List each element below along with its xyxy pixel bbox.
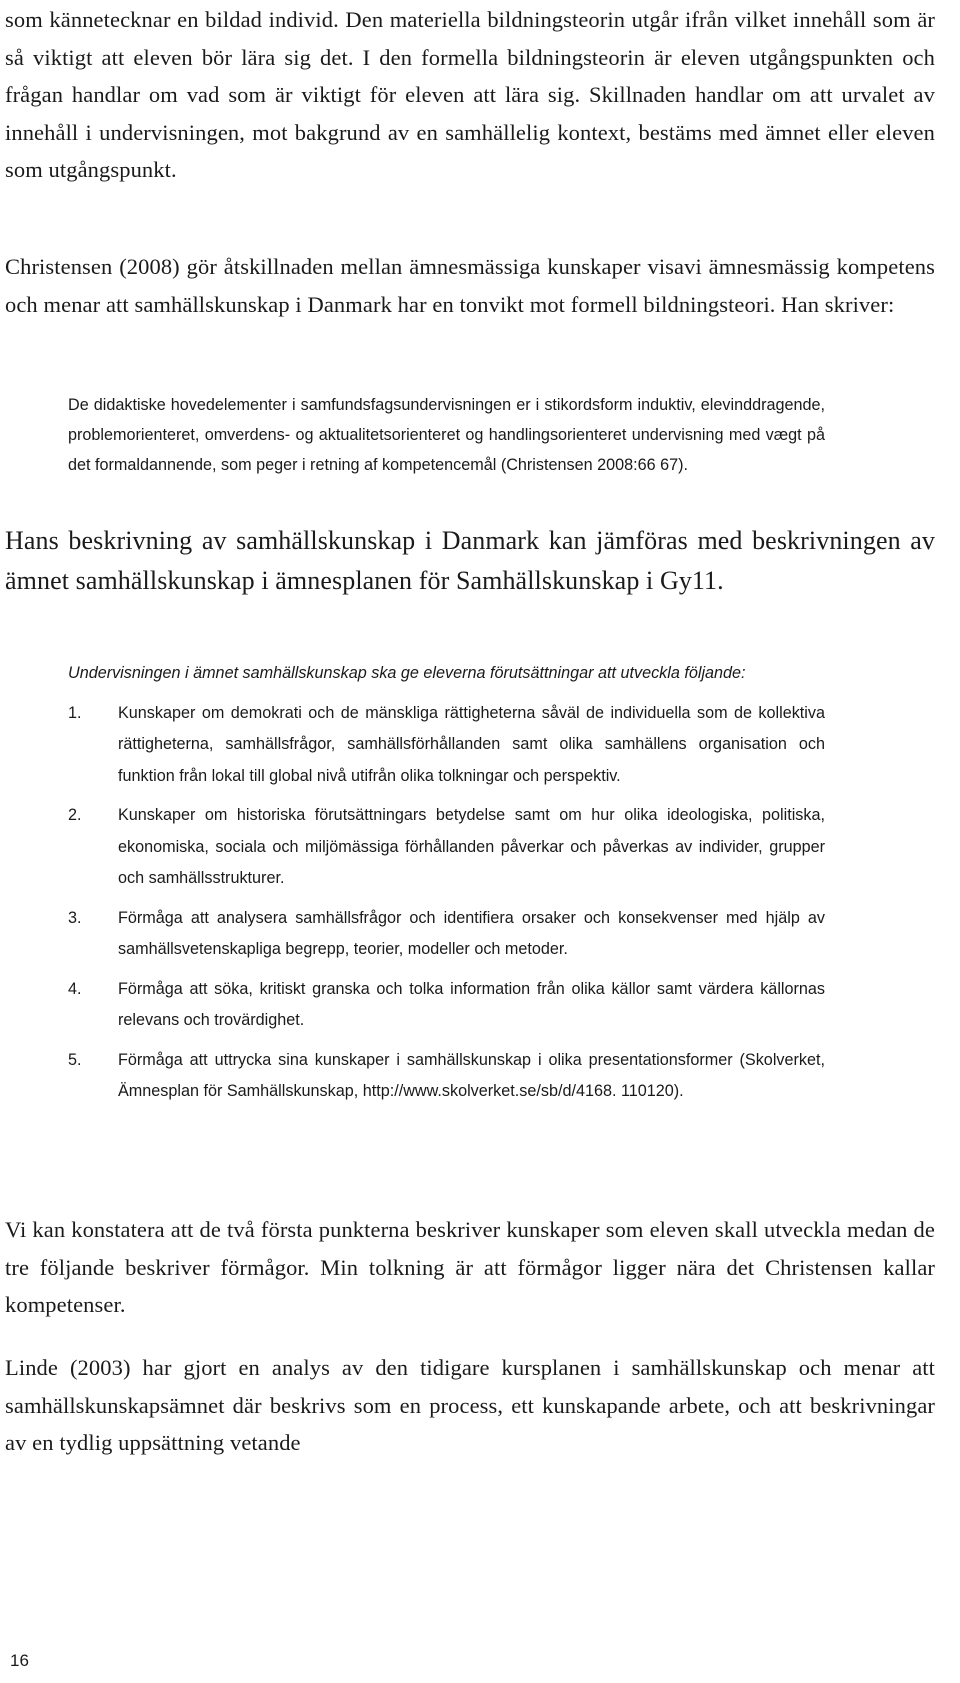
- list-text: Kunskaper om demokrati och de mänskliga rättigheterna såväl de individuella som de kollektiva rättigheterna, samhällsfrågor, samhällsförhållanden samt olika samhällens organisation och funktion från lokal till global nivå utifrån olika tolkningar och perspektiv.: [118, 703, 825, 785]
- paragraph-jamforelse: Hans beskrivning av samhällskunskap i Danmark kan jämföras med beskrivningen av ämnet samhällskunskap i ämnesplanen för Samhällskunskap i Gy11.: [5, 526, 935, 595]
- list-number: 1.: [68, 703, 82, 722]
- goals-list: [68, 698, 825, 1108]
- list-text: Förmåga att analysera samhällsfrågor och identifiera orsaker och konsekvenser med hjälp av samhällsvetenskapliga begrepp, teorier, modeller och metoder.: [118, 908, 825, 958]
- block-quote-amnesplan: [5, 658, 825, 1116]
- list-number: 3.: [68, 908, 82, 927]
- list-item: [68, 1045, 825, 1108]
- list-item: [68, 974, 825, 1037]
- list-item: [68, 698, 825, 793]
- page-number: 16: [10, 1651, 29, 1670]
- paragraph-christensen: Christensen (2008) gör åtskillnaden mellan ämnesmässiga kunskaper visavi ämnesmässig kompetens och menar att samhällskunskap i Danmark har en tonvikt mot formell bildningsteori. Han skriver:: [5, 254, 935, 317]
- list-number: 2.: [68, 806, 82, 824]
- block-quote-christensen: De didaktiske hovedelementer i samfundsfagsundervisningen er i stikordsform induktiv, elevinddragende, problemorienteret, omverdens- og aktualitetsorienteret og handlingsorienteret undervisning med vægt på det formaldannende, som peger i retning af kompetencemål (Christensen 2008:66 67).: [68, 396, 825, 474]
- quote-intro: Undervisningen i ämnet samhällskunskap ska ge eleverna förutsättningar att utveckla följande:: [68, 664, 746, 682]
- list-text: Kunskaper om historiska förutsättningars betydelse samt om hur olika ideologiska, politiska, ekonomiska, sociala och miljömässiga förhållanden påverkar och påverkas av individer, grupper och samhällsstrukturer.: [118, 806, 825, 887]
- list-item: [68, 800, 825, 895]
- list-text: Förmåga att uttrycka sina kunskaper i samhällskunskap i olika presentationsformer (Skolverket, Ämnesplan för Samhällskunskap, http://www.skolverket.se/sb/d/4168. 110120).: [118, 1050, 825, 1100]
- list-number: 4.: [68, 979, 82, 998]
- list-item: [68, 903, 825, 966]
- paragraph-bildningsteori: som kännetecknar en bildad individ. Den materiella bildningsteorin utgår ifrån vilket innehåll som är så viktigt att eleven bör lära sig det. I den formella bildningsteorin är eleven utgångspunkten och frågan handlar om vad som är viktigt för eleven att lära sig. Skillnaden handlar om att urvalet av innehåll i undervisningen, mot bakgrund av en samhällelig kontext, bestäms med ämnet eller eleven som utgångspunkt.: [5, 7, 935, 182]
- list-number: 5.: [68, 1050, 82, 1069]
- list-text: Förmåga att söka, kritiskt granska och tolka information från olika källor samt värdera källornas relevans och trovärdighet.: [118, 979, 825, 1029]
- paragraph-linde: Linde (2003) har gjort en analys av den tidigare kursplanen i samhällskunskap och menar att samhällskunskapsämnet där beskrivs som en process, ett kunskapande arbete, och att beskrivningar av en tydlig uppsättning vetande: [5, 1355, 935, 1455]
- paragraph-konstatera: Vi kan konstatera att de två första punkterna beskriver kunskaper som eleven skall utveckla medan de tre följande beskriver förmågor. Min tolkning är att förmågor ligger nära det Christensen kallar kompetenser.: [5, 1217, 935, 1317]
